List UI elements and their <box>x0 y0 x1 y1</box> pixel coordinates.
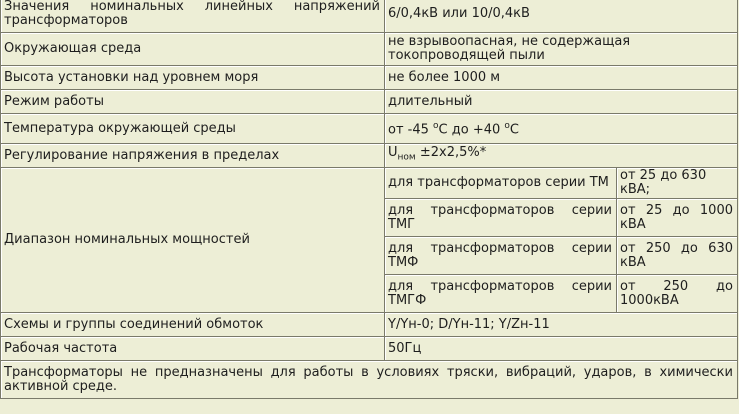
row-label-mode: Режим работы <box>1 90 385 114</box>
row-label-environment: Окружающая среда <box>1 33 385 66</box>
row-value-winding-schemes: Y/Yн-0; D/Yн-11; Y/Zн-11 <box>385 313 738 337</box>
table-row <box>1 66 738 90</box>
row-label-voltage: Значения номинальных линейных напряжений трансформаторов <box>1 0 385 33</box>
row-value-voltage: 6/0,4кВ или 10/0,4кВ <box>385 0 738 33</box>
series-name: для трансформаторов серии ТМ <box>385 168 617 199</box>
series-name: для трансформаторов серии ТМГФ <box>385 275 617 313</box>
table-row <box>1 114 738 144</box>
row-label-altitude: Высота установки над уровнем моря <box>1 66 385 90</box>
row-label-temperature: Температура окружающей среды <box>1 114 385 144</box>
row-label-power-range: Диапазон номинальных мощностей <box>1 168 385 313</box>
series-name: для трансформаторов серии ТМФ <box>385 237 617 275</box>
series-range: от 250 до 1000кВА <box>617 275 738 313</box>
row-value-environment: не взрывоопасная, не содержащая токопроводящей пыли <box>385 33 738 66</box>
series-range: от 25 до 1000 кВА <box>617 199 738 237</box>
row-label-frequency: Рабочая частота <box>1 337 385 361</box>
table-row <box>1 144 738 168</box>
table-row <box>1 0 738 33</box>
row-value-regulation: $U_{ном} \pm 2х2,5\%*$ <box>385 144 738 168</box>
series-name: для трансформаторов серии ТМГ <box>385 199 617 237</box>
table-note: Трансформаторы не предназначены для работы в условиях тряски, вибраций, ударов, в химически активной среде. <box>1 361 738 399</box>
table-row <box>1 168 738 199</box>
row-value-frequency: 50Гц <box>385 337 738 361</box>
table-row <box>1 361 738 399</box>
row-value-altitude: не более 1000 м <box>385 66 738 90</box>
table-row <box>1 90 738 114</box>
table-row <box>1 313 738 337</box>
series-range: от 250 до 630 кВА <box>617 237 738 275</box>
row-value-temperature: от -45 $^o$С до +40 $^o$С <box>385 114 738 144</box>
row-label-regulation: Регулирование напряжения в пределах <box>1 144 385 168</box>
table-row <box>1 337 738 361</box>
row-label-winding-schemes: Схемы и группы соединений обмоток <box>1 313 385 337</box>
table-row <box>1 33 738 66</box>
row-value-mode: длительный <box>385 90 738 114</box>
series-range: от 25 до 630 кВА; <box>617 168 738 199</box>
